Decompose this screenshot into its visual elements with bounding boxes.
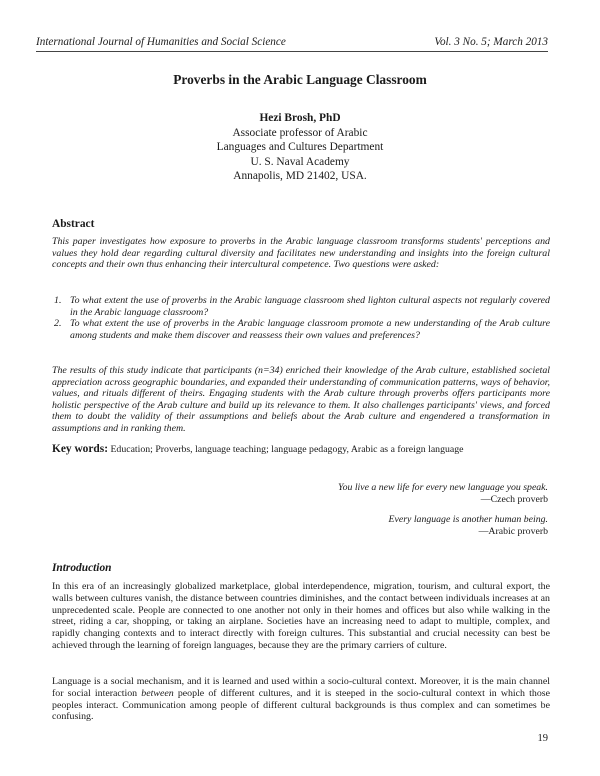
author-block: [0, 111, 600, 184]
epigraph: [389, 514, 548, 539]
author-name: Hezi Brosh, PhD: [259, 112, 341, 124]
paragraph-text: people of different cultures, and it is steeped in the socio-cultural context in which those peoples interact. Communication among people of different cultural backgrounds is thus complex and can sometimes be confusing.: [52, 687, 551, 723]
issue-info: Vol. 3 No. 5; March 2013: [434, 36, 548, 48]
abstract-intro: This paper investigates how exposure to proverbs in the Arabic language classroom transforms students' perceptions and values they hold dear regarding cultural diversity and facilitates new understanding and insights into the foreign cultural concepts and their own thus enhancing their intercultural competence. Two questions were asked:: [52, 236, 550, 270]
introduction-heading: Introduction: [52, 562, 112, 574]
paper-title: Proverbs in the Arabic Language Classroom: [173, 72, 427, 87]
epigraph: [338, 482, 548, 507]
keywords-line: [52, 443, 550, 455]
question-text: To what extent the use of proverbs in the Arabic language classroom shed lighton cultural aspects not regularly covered in the Arabic language classroom?: [70, 295, 550, 318]
journal-name: International Journal of Humanities and Social Science: [36, 36, 286, 48]
introduction-paragraph: [52, 676, 550, 723]
research-questions: [52, 295, 550, 341]
epigraph-source: —Arabic proverb: [478, 526, 548, 538]
abstract-results: The results of this study indicate that participants (n=34) enriched their knowledge of the Arab culture, established societal appreciation across geographic boundaries, and expanded their understanding of communication patterns, ways of behavior, values, and rituals different of theirs. Engaging students with the Arab culture through proverbs offers participants more holistic perspective of the Arab culture and build up its relevance to them. It also challenges participants' views, and forced them to doubt the validity of their assumptions and beliefs about the Arab culture and engendered a transformation in assumptions and in ranking them.: [52, 365, 550, 434]
author-institution: U. S. Naval Academy: [250, 155, 350, 168]
question-text: To what extent the use of proverbs in the Arabic language classroom promote a new understanding of the Arab culture among students and make them discover and reassess their own values and preferences?: [70, 318, 550, 341]
epigraph-text: Every language is another human being.: [388, 514, 548, 525]
author-address: Annapolis, MD 21402, USA.: [233, 170, 367, 183]
paragraph-text: Language is a social mechanism, and it is learned and used within a socio-cultural context. Moreover, it is the main channel for social interaction: [52, 676, 550, 699]
question-number: 1.: [54, 295, 62, 306]
epigraph-text: You live a new life for every new language you speak.: [338, 482, 548, 493]
author-role: Associate professor of Arabic: [232, 126, 368, 139]
author-department: Languages and Cultures Department: [216, 141, 384, 154]
epigraph-source: —Czech proverb: [480, 494, 548, 506]
introduction-paragraph: In this era of an increasingly globalized marketplace, global interdependence, migration, tourism, and cultural export, the walls between cultures vanish, the distance between countries diminishes, and the contact between individuals increases at an unprecedented scale. People are connected to one another not only in their homes and offices but also while walking in the street, riding a car, shopping, or taking an airplane. Societies have an increasing need to adapt to multiple, complex, and rapidly changing contexts and to interact directly with foreign cultures. This substantial and crucial necessity can best be achieved through the learning of foreign languages, because they are the primary carriers of culture.: [52, 581, 550, 651]
emphasis-text: between: [141, 687, 174, 699]
header-divider: [36, 51, 548, 52]
research-question: [52, 318, 550, 341]
keywords-text: Education; Proverbs, language teaching; language pedagogy, Arabic as a foreign language: [110, 444, 464, 455]
page-number: 19: [537, 733, 548, 744]
research-question: [52, 295, 550, 318]
abstract-heading: Abstract: [52, 218, 95, 230]
keywords-label: Key words:: [52, 443, 108, 455]
question-number: 2.: [54, 318, 62, 329]
